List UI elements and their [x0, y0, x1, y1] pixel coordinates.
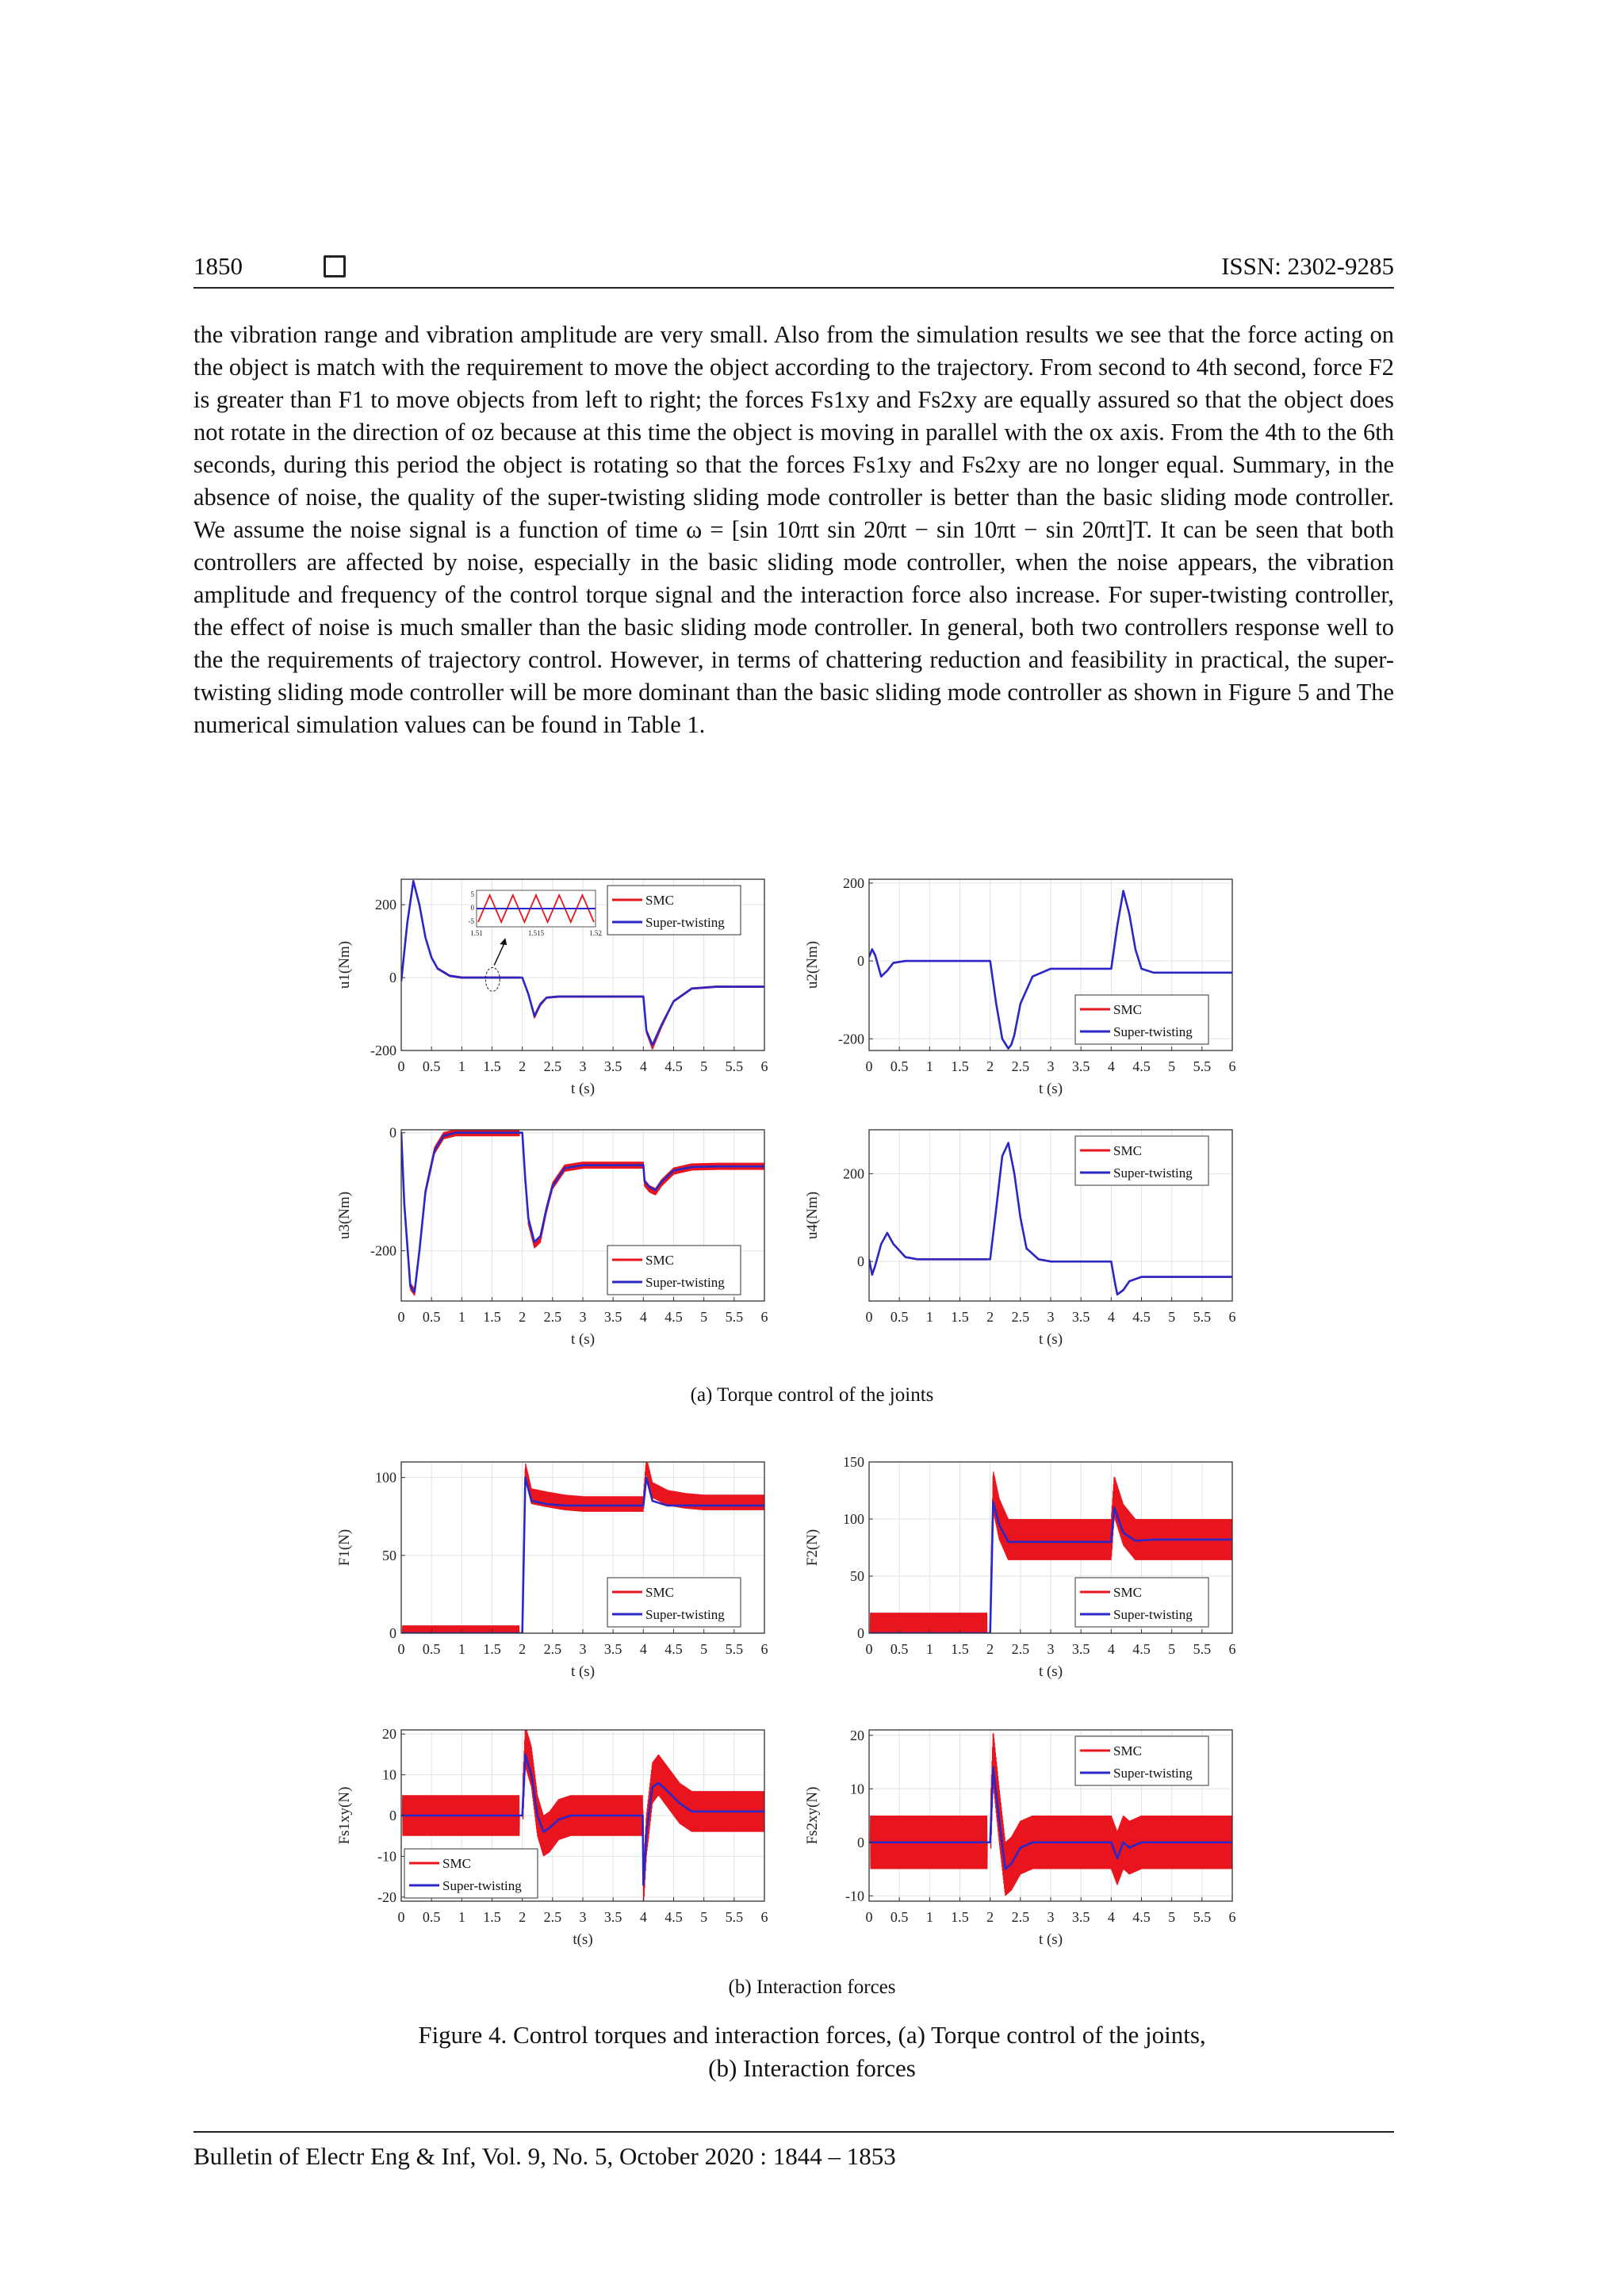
legend — [1075, 1136, 1208, 1185]
plot-F1 — [336, 1459, 768, 1680]
legend-label: SMC — [1113, 1743, 1142, 1758]
x-tick-label: 4 — [639, 1058, 647, 1074]
y-tick-label: 200 — [375, 897, 396, 913]
x-tick-label: 1 — [925, 1309, 933, 1325]
x-tick-label: 3.5 — [603, 1909, 622, 1925]
y-tick-label: 0 — [389, 1124, 396, 1141]
legend-label: Super-twisting — [1113, 1766, 1193, 1781]
y-axis-label: u1(Nm) — [336, 940, 353, 989]
y-tick-label: -10 — [377, 1848, 396, 1865]
legend-label: SMC — [1113, 1002, 1142, 1017]
x-tick-label: 4.5 — [665, 1309, 683, 1325]
y-tick-label: -20 — [377, 1888, 396, 1905]
plot-Fs1xy — [336, 1726, 768, 1948]
inset-x-tick-label: 1.51 — [470, 929, 483, 937]
x-tick-label: 4.5 — [665, 1058, 683, 1074]
x-tick-label: 4.5 — [1132, 1058, 1151, 1074]
x-tick-label: 5.5 — [725, 1909, 744, 1925]
x-tick-label: 0.5 — [422, 1641, 441, 1657]
x-tick-label: 1 — [458, 1641, 465, 1657]
x-tick-label: 5.5 — [725, 1309, 744, 1325]
x-tick-label: 2.5 — [1011, 1058, 1030, 1074]
x-tick-label: 0.5 — [890, 1641, 909, 1657]
x-tick-label: 2 — [519, 1909, 527, 1925]
x-tick-label: 5 — [700, 1058, 708, 1074]
legend-label: SMC — [442, 1856, 471, 1871]
legend-label: SMC — [645, 893, 674, 908]
y-tick-label: 0 — [857, 1834, 864, 1850]
x-tick-label: 5 — [700, 1309, 708, 1325]
y-tick-label: 0 — [857, 1625, 864, 1641]
x-tick-label: 0 — [865, 1641, 873, 1657]
body-text — [193, 319, 1394, 741]
x-tick-label: 2 — [519, 1309, 527, 1325]
x-tick-label: 0 — [865, 1909, 873, 1925]
y-axis-label: u4(Nm) — [804, 1191, 821, 1240]
x-tick-label: 5.5 — [1193, 1309, 1212, 1325]
plot-u4 — [804, 1130, 1236, 1348]
legend-label: Super-twisting — [645, 1607, 725, 1622]
x-tick-label: 1.5 — [951, 1309, 969, 1325]
x-tick-label: 6 — [1228, 1909, 1236, 1925]
footer-divider — [193, 2131, 1394, 2133]
legend-label: Super-twisting — [645, 1275, 725, 1290]
x-tick-label: 3 — [1047, 1641, 1055, 1657]
x-tick-label: 4 — [1107, 1909, 1115, 1925]
legend — [404, 1849, 538, 1898]
x-tick-label: 3.5 — [603, 1058, 622, 1074]
legend-label: SMC — [1113, 1585, 1142, 1600]
x-tick-label: 0.5 — [890, 1058, 909, 1074]
y-tick-label: 200 — [843, 874, 864, 891]
figure-caption-line2: (b) Interaction forces — [708, 2054, 916, 2082]
x-tick-label: 1.5 — [951, 1058, 969, 1074]
legend — [1075, 1736, 1208, 1785]
x-tick-label: 4.5 — [1132, 1909, 1151, 1925]
x-tick-label: 1.5 — [483, 1909, 501, 1925]
x-tick-label: 0 — [397, 1909, 405, 1925]
x-tick-label: 5.5 — [1193, 1909, 1212, 1925]
y-tick-label: -200 — [838, 1031, 864, 1047]
x-tick-label: 2 — [519, 1058, 527, 1074]
x-tick-label: 2.5 — [1011, 1309, 1030, 1325]
x-tick-label: 0.5 — [890, 1309, 909, 1325]
y-tick-label: 100 — [375, 1469, 396, 1486]
y-axis-label: u2(Nm) — [804, 940, 821, 989]
legend-label: Super-twisting — [1113, 1165, 1193, 1181]
y-tick-label: 10 — [382, 1766, 396, 1783]
y-tick-label: -200 — [370, 1043, 396, 1058]
x-tick-label: 3 — [579, 1309, 587, 1325]
x-tick-label: 3 — [1047, 1309, 1055, 1325]
x-tick-label: 6 — [1228, 1641, 1236, 1657]
plot-u2 — [804, 875, 1236, 1097]
x-tick-label: 6 — [760, 1058, 768, 1074]
box-icon — [324, 255, 346, 277]
x-tick-label: 6 — [760, 1309, 768, 1325]
x-tick-label: 0 — [397, 1309, 405, 1325]
legend-label: Super-twisting — [645, 915, 725, 930]
x-tick-label: 1 — [458, 1309, 465, 1325]
y-tick-label: 200 — [843, 1165, 864, 1182]
x-tick-label: 2.5 — [543, 1909, 562, 1925]
page-footer: Bulletin of Electr Eng & Inf, Vol. 9, No. 5, October 2020 : 1844 – 1853 — [193, 2142, 896, 2170]
x-tick-label: 5 — [700, 1641, 708, 1657]
issn: ISSN: 2302-9285 — [1221, 252, 1394, 280]
y-tick-label: 150 — [843, 1454, 864, 1470]
y-tick-label: 0 — [857, 953, 864, 970]
y-axis-label: F1(N) — [336, 1529, 353, 1567]
y-tick-label: 100 — [843, 1511, 864, 1527]
y-tick-label: 50 — [382, 1547, 396, 1563]
inset-y-tick-label: 5 — [470, 890, 474, 898]
legend — [607, 886, 741, 935]
y-tick-label: 50 — [850, 1568, 864, 1584]
inset-y-tick-label: 0 — [470, 904, 474, 912]
x-tick-label: 5 — [1168, 1909, 1176, 1925]
inset-x-tick-label: 1.515 — [527, 929, 545, 937]
x-tick-label: 1.5 — [483, 1641, 501, 1657]
legend — [1075, 1578, 1208, 1627]
x-tick-label: 0 — [865, 1058, 873, 1074]
x-tick-label: 5.5 — [1193, 1058, 1212, 1074]
x-tick-label: 1.5 — [483, 1309, 501, 1325]
page-header — [193, 252, 1394, 289]
x-tick-label: 1 — [925, 1909, 933, 1925]
legend-label: SMC — [1113, 1143, 1142, 1158]
x-tick-label: 0.5 — [422, 1309, 441, 1325]
x-tick-label: 0 — [865, 1309, 873, 1325]
x-tick-label: 6 — [760, 1641, 768, 1657]
x-tick-label: 4.5 — [1132, 1309, 1151, 1325]
x-tick-label: 3.5 — [1071, 1309, 1090, 1325]
y-tick-label: -10 — [845, 1888, 864, 1904]
legend-label: SMC — [645, 1585, 674, 1600]
x-tick-label: 2.5 — [543, 1641, 562, 1657]
x-tick-label: 4.5 — [1132, 1641, 1151, 1657]
y-tick-label: 10 — [850, 1781, 864, 1797]
y-tick-label: 0 — [389, 970, 396, 986]
x-tick-label: 0 — [397, 1641, 405, 1657]
x-axis-label: t (s) — [570, 1331, 596, 1348]
legend-label: Super-twisting — [442, 1878, 522, 1893]
x-tick-label: 2 — [986, 1309, 994, 1325]
x-tick-label: 3 — [579, 1058, 587, 1074]
x-tick-label: 6 — [1228, 1058, 1236, 1074]
x-tick-label: 6 — [1228, 1309, 1236, 1325]
x-tick-label: 3.5 — [1071, 1058, 1090, 1074]
y-axis-label: Fs1xy(N) — [336, 1786, 353, 1845]
plot-F2 — [804, 1454, 1236, 1680]
x-tick-label: 5 — [1168, 1309, 1176, 1325]
subcaption-b: (b) Interaction forces — [728, 1976, 896, 1998]
page-number: 1850 — [193, 252, 243, 280]
x-tick-label: 5 — [1168, 1058, 1176, 1074]
x-tick-label: 3 — [579, 1909, 587, 1925]
legend-label: Super-twisting — [1113, 1607, 1193, 1622]
x-axis-label: t (s) — [1038, 1331, 1063, 1348]
x-axis-label: t (s) — [1038, 1081, 1063, 1097]
x-axis-label: t (s) — [1038, 1663, 1063, 1680]
x-tick-label: 4.5 — [665, 1641, 683, 1657]
x-tick-label: 1 — [458, 1909, 465, 1925]
y-tick-label: -200 — [370, 1242, 396, 1259]
x-tick-label: 4 — [1107, 1641, 1115, 1657]
x-tick-label: 3.5 — [1071, 1909, 1090, 1925]
y-axis-label: u3(Nm) — [336, 1191, 353, 1240]
x-tick-label: 0 — [397, 1058, 405, 1074]
x-tick-label: 1 — [925, 1641, 933, 1657]
x-tick-label: 4 — [1107, 1058, 1115, 1074]
x-axis-label: t(s) — [573, 1931, 593, 1948]
x-tick-label: 3 — [579, 1641, 587, 1657]
figure-b-force-plots — [325, 1451, 1308, 1966]
x-tick-label: 4.5 — [665, 1909, 683, 1925]
x-tick-label: 1.5 — [483, 1058, 501, 1074]
x-tick-label: 2.5 — [543, 1058, 562, 1074]
x-axis-label: t (s) — [570, 1081, 596, 1097]
y-tick-label: 0 — [857, 1253, 864, 1270]
x-tick-label: 2.5 — [1011, 1641, 1030, 1657]
x-tick-label: 2 — [986, 1641, 994, 1657]
x-tick-label: 4 — [1107, 1309, 1115, 1325]
x-tick-label: 1.5 — [951, 1909, 969, 1925]
x-tick-label: 5.5 — [725, 1058, 744, 1074]
legend-label: Super-twisting — [1113, 1024, 1193, 1039]
figure-caption-line1: Figure 4. Control torques and interaction forces, (a) Torque control of the joints, — [418, 2021, 1206, 2049]
inset-x-tick-label: 1.52 — [589, 929, 602, 937]
x-tick-label: 4 — [639, 1641, 647, 1657]
x-tick-label: 0.5 — [422, 1909, 441, 1925]
body-paragraph: the vibration range and vibration amplitude are very small. Also from the simulation results we see that the force acting on the object is match with the requirement to move the object according to the trajectory. From second to 4th second, force F2 is greater than F1 to move objects from left to right; the forces Fs1xy and Fs2xy are equally assured so that the object does not rotate in the direction of oz because at this time the object is moving in parallel with the ox axis. From the 4th to the 6th seconds, during this period the object is rotating so that the forces Fs1xy and Fs2xy are no longer equal. Summary, in the absence of noise, the quality of the super-twisting sliding mode controller is better than the basic sliding mode controller. We assume the noise signal is a function of time ω = [sin 10πt sin 20πt − sin 10πt − sin 20πt]T. It can be seen that both controllers are affected by noise, especially in the basic sliding mode controller, when the noise appears, the vibration amplitude and frequency of the control torque signal and the interaction force also increase. For super-twisting controller, the effect of noise is much smaller than the basic sliding mode controller. In general, both two controllers response well to the the requirements of trajectory control. However, in terms of chattering reduction and feasibility in practical, the super-twisting sliding mode controller will be more dominant than the basic sliding mode controller as shown in Figure 5 and The numerical simulation values can be found in Table 1. — [193, 321, 1394, 738]
y-tick-label: 0 — [389, 1625, 396, 1641]
x-tick-label: 5.5 — [1193, 1641, 1212, 1657]
legend — [1075, 995, 1208, 1044]
x-tick-label: 2.5 — [1011, 1909, 1030, 1925]
x-tick-label: 3.5 — [1071, 1641, 1090, 1657]
y-axis-label: Fs2xy(N) — [804, 1786, 821, 1845]
x-tick-label: 4 — [639, 1309, 647, 1325]
inset-y-tick-label: -5 — [468, 917, 474, 925]
subcaption-a: (a) Torque control of the joints — [690, 1384, 934, 1406]
x-axis-label: t (s) — [570, 1663, 596, 1680]
x-tick-label: 2 — [986, 1058, 994, 1074]
x-tick-label: 2 — [519, 1641, 527, 1657]
legend — [607, 1578, 741, 1627]
x-tick-label: 3 — [1047, 1909, 1055, 1925]
x-tick-label: 4 — [639, 1909, 647, 1925]
x-tick-label: 3.5 — [603, 1641, 622, 1657]
y-tick-label: 20 — [850, 1727, 864, 1743]
y-axis-label: F2(N) — [804, 1529, 821, 1567]
plot-u1 — [336, 879, 768, 1097]
x-tick-label: 0.5 — [422, 1058, 441, 1074]
x-tick-label: 1 — [458, 1058, 465, 1074]
y-tick-label: 0 — [389, 1808, 396, 1823]
x-tick-label: 2.5 — [543, 1309, 562, 1325]
x-tick-label: 0.5 — [890, 1909, 909, 1925]
x-axis-label: t (s) — [1038, 1931, 1063, 1948]
x-tick-label: 5 — [700, 1909, 708, 1925]
x-tick-label: 3.5 — [603, 1309, 622, 1325]
y-tick-label: 20 — [382, 1726, 396, 1743]
figure-a-torque-plots — [325, 868, 1308, 1376]
x-tick-label: 1.5 — [951, 1641, 969, 1657]
x-tick-label: 6 — [760, 1909, 768, 1925]
x-tick-label: 1 — [925, 1058, 933, 1074]
x-tick-label: 5 — [1168, 1641, 1176, 1657]
x-tick-label: 5.5 — [725, 1641, 744, 1657]
plot-Fs2xy — [804, 1728, 1236, 1948]
x-tick-label: 2 — [986, 1909, 994, 1925]
legend-label: SMC — [645, 1253, 674, 1268]
x-tick-label: 3 — [1047, 1058, 1055, 1074]
legend — [607, 1246, 741, 1295]
plot-u3 — [336, 1125, 768, 1348]
